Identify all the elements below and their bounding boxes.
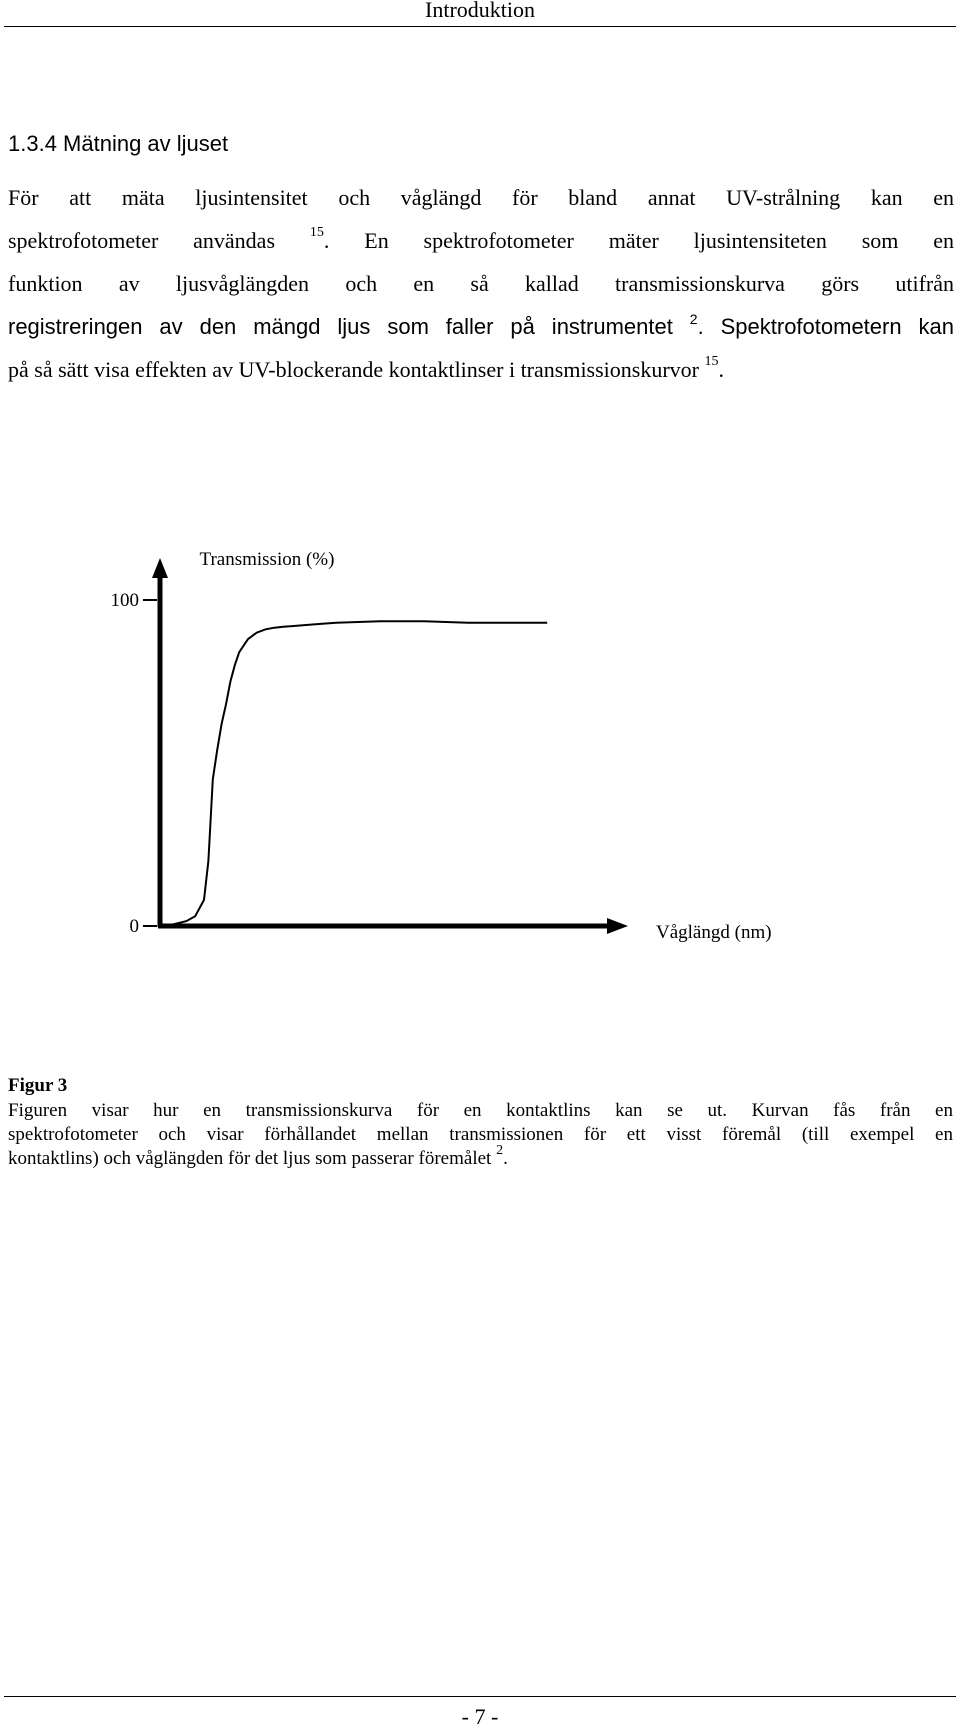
transmission-curve [160, 621, 547, 926]
y-axis-arrowhead [152, 558, 168, 578]
body-paragraph [8, 184, 954, 399]
page-number: - 7 - [461, 1704, 499, 1729]
caption-line: spektrofotometer och visar förhållandet mellan transmissionen för ett visst föremål (till exempel en [8, 1124, 953, 1145]
footer-divider [4, 1696, 956, 1697]
transmission-chart [0, 540, 960, 960]
y-tick-label-top: 100 [110, 590, 139, 611]
y-tick-label-bottom: 0 [129, 916, 139, 937]
header-divider [4, 26, 956, 27]
body-line: registreringen av den mängd ljus som faller på instrumentet $^2$. Spektrofotometern kan [8, 311, 954, 339]
citation-ref: 2 [689, 311, 698, 327]
x-axis-label: Våglängd (nm) [656, 922, 772, 943]
body-line: funktion av ljusvåglängden och en så kallad transmissionskurva görs utifrån [8, 271, 954, 296]
citation-ref: 15 [309, 225, 324, 240]
body-line: spektrofotometer användas $^{15}$. En spektrofotometer mäter ljusintensiteten som en [8, 225, 955, 253]
y-axis-label: Transmission (%) [199, 549, 335, 570]
body-line: på så sätt visa effekten av UV-blockerande kontaktlinser i transmissionskurvor $^{15}$. [8, 354, 725, 382]
x-axis-arrowhead [607, 918, 628, 934]
body-line: För att mäta ljusintensitet och våglängd för bland annat UV-strålning kan en [8, 185, 954, 210]
figure-caption [8, 1099, 953, 1171]
section-heading: 1.3.4 Mätning av ljuset [8, 131, 229, 156]
figure-label: Figur 3 [8, 1075, 68, 1096]
citation-ref: 2 [496, 1143, 504, 1158]
page-header: Introduktion [425, 0, 535, 22]
caption-line: kontaktlins) och våglängden för det ljus som passerar föremålet $^2$. [8, 1143, 508, 1169]
citation-ref: 15 [704, 354, 719, 369]
caption-line: Figuren visar hur en transmissionskurva för en kontaktlins kan se ut. Kurvan fås från en [8, 1100, 953, 1121]
